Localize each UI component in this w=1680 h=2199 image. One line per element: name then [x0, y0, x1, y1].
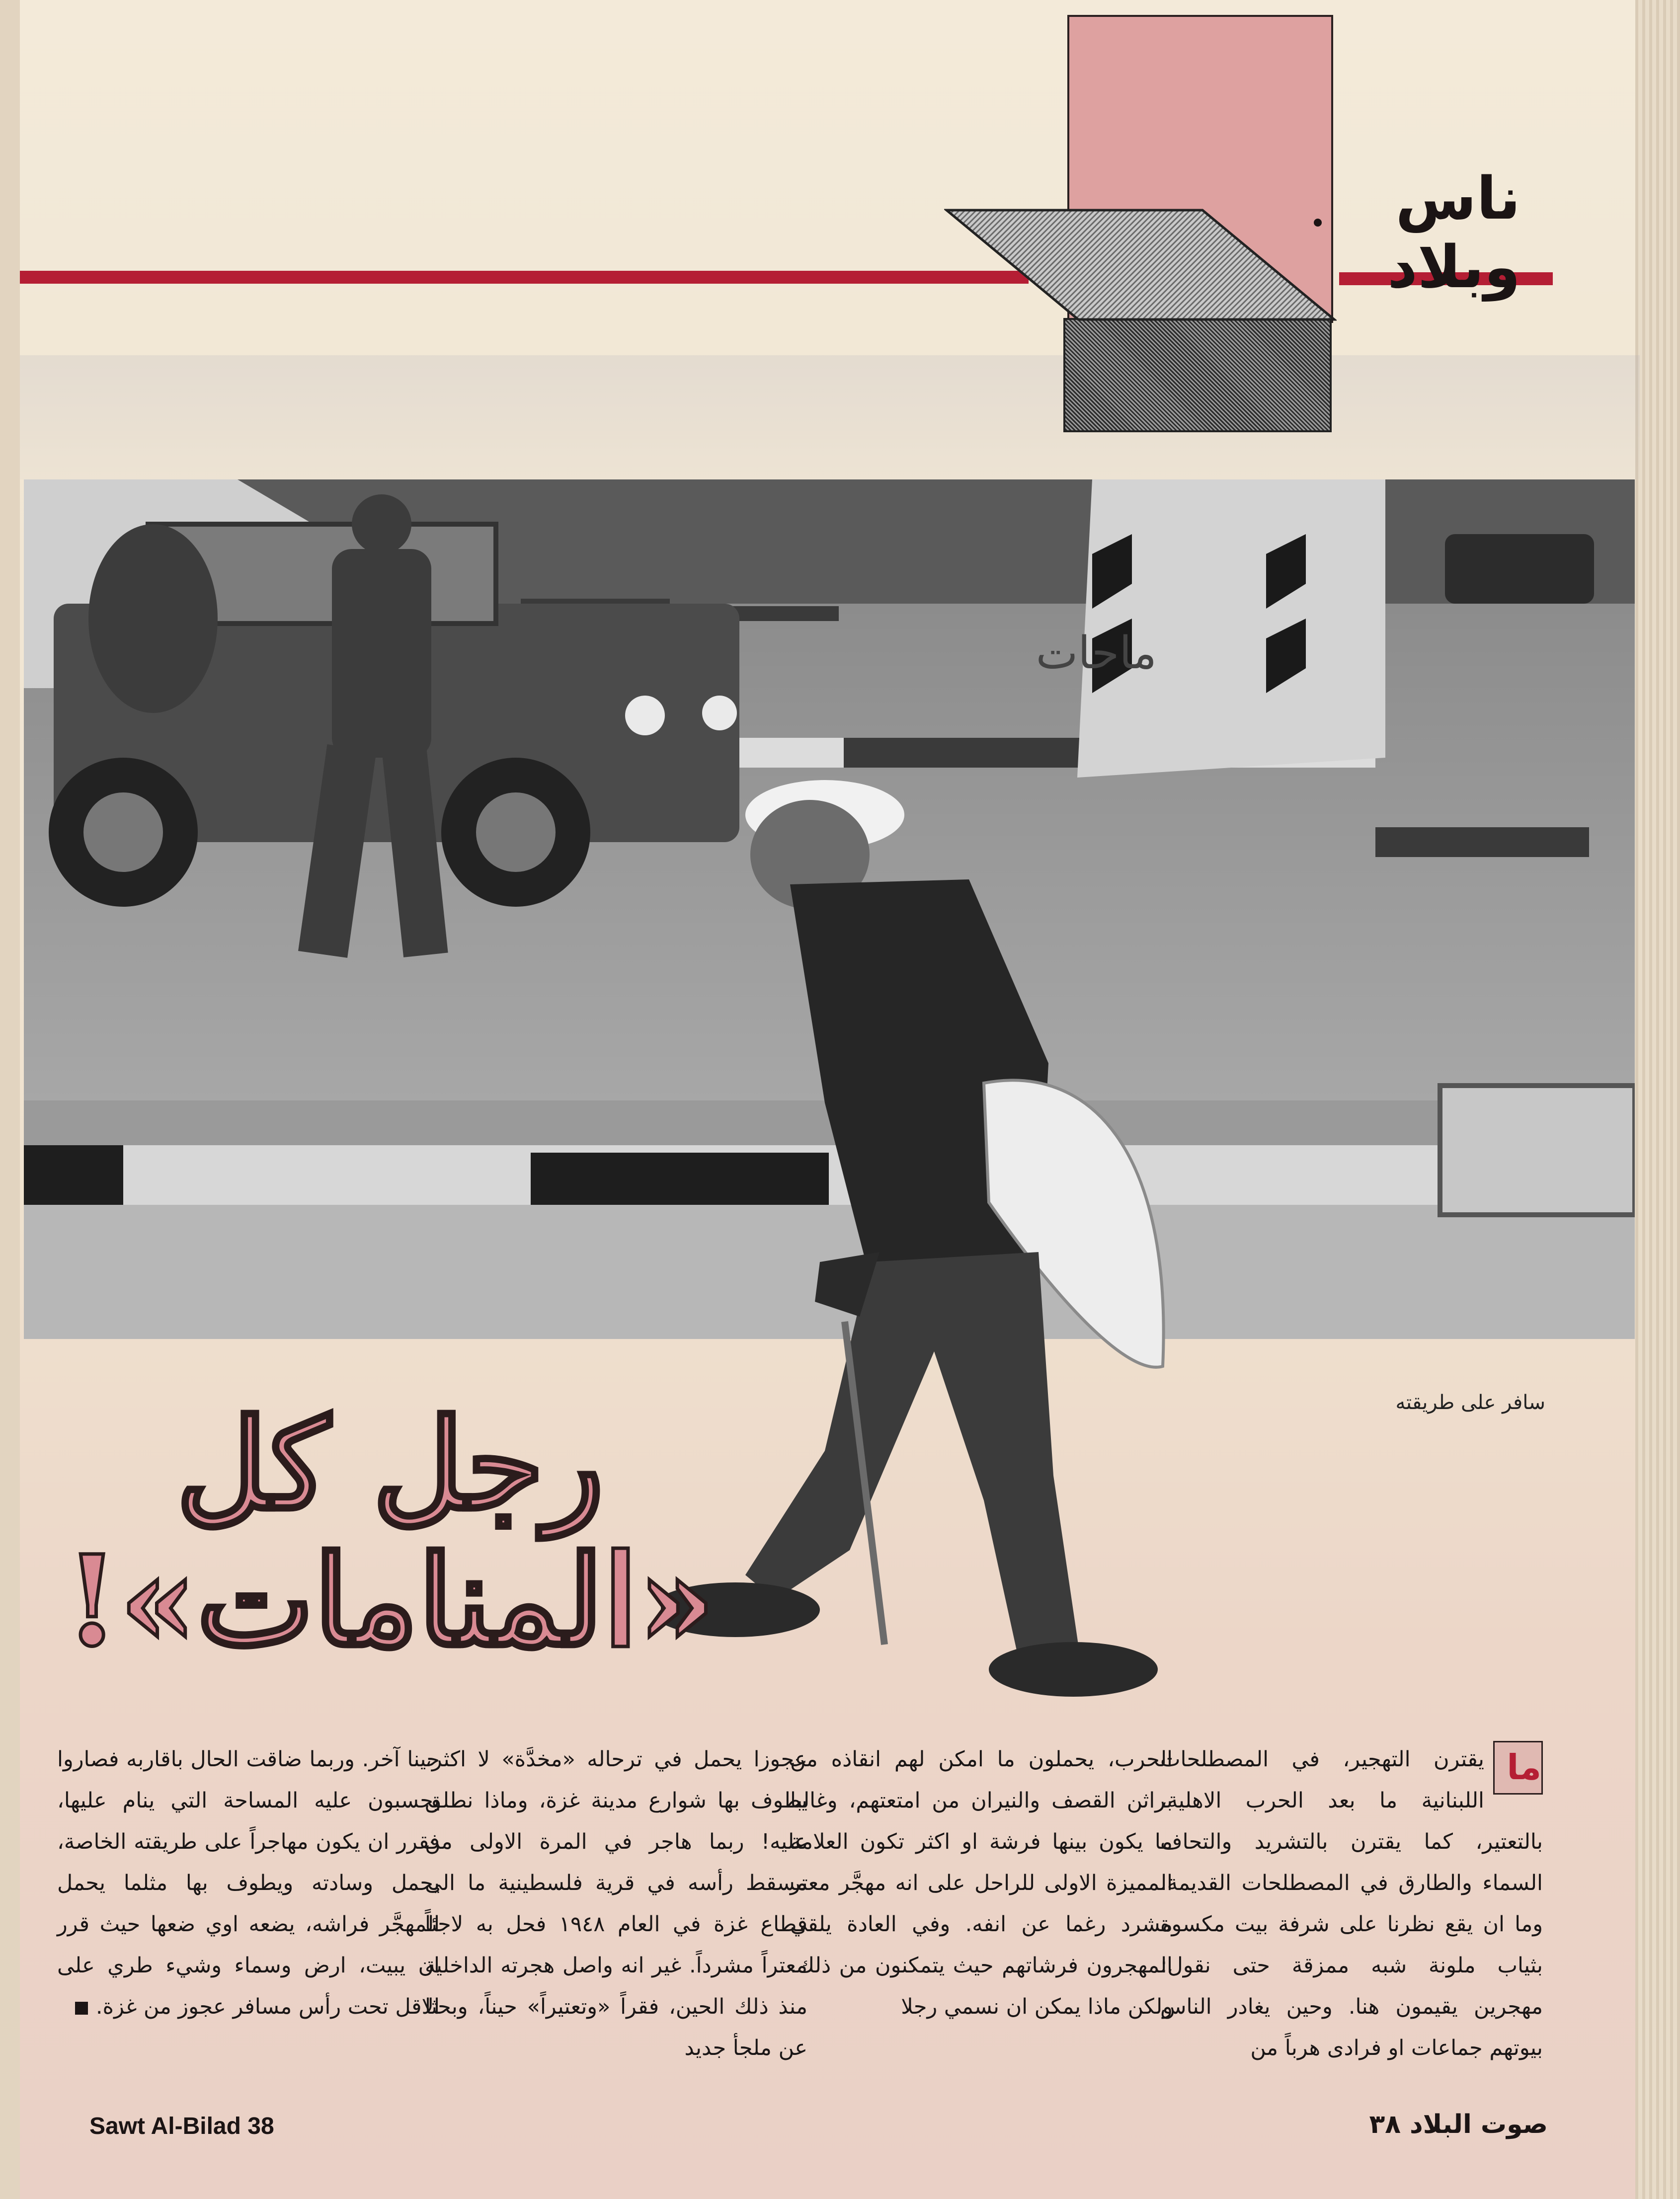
- photo-caption: سافر على طريقته: [1395, 1391, 1545, 1414]
- column-3-text: عجوزا يحمل في ترحاله «مخدَّة» لا اكثر، يطوف بها شوارع مدينة غزة، وماذا نطلق عليه! ربما هاجر في المرة الاولى من مسقط رأسه في قرية فلسطينية ما الى قطاع غزة في العام ١٩٤٨ فحل به لاجئاً معتراً مشرداً. غير انه واصل هجرته الداخلية منذ ذلك الحين، فقراً «وتعتيراً» حيناً، وبحثا عن ملجأ جديد: [425, 1747, 807, 2060]
- page-stack-edge: [1635, 0, 1680, 2199]
- title-dot: [1314, 219, 1322, 227]
- footer-page-label-arabic: صوت البلاد ٣٨: [1369, 2110, 1548, 2139]
- end-of-article-mark: [75, 2002, 88, 2015]
- footer-page-label-latin: Sawt Al-Bilad 38: [89, 2113, 274, 2139]
- article-column-1: [1160, 1739, 1543, 2069]
- section-title: ناس وبلاد: [1387, 164, 1520, 301]
- article-column-2: [790, 1739, 1173, 2028]
- wall-graffiti: ماحات: [1036, 627, 1157, 679]
- header-hatched-parallelogram: [944, 208, 1337, 322]
- dropcap-letter: ما: [1507, 1747, 1541, 1788]
- column-2-text: الحرب، يحملون ما امكن لهم انقاذه من براثن القصف والنيران من امتعتهم، وغالبا ما يكون بينها فرشة او اكثر تكون العلامة المميزة الاولى للراحل على انه مهجَّر معتر مشرد رغما عن انفه. وفي العادة يلقي المهجرون فرشاتهم حيث يتمكنون من ذلك. ولكن ماذا يمكن ان نسمي رجلا: [790, 1747, 1173, 2019]
- walking-man-figure: [661, 755, 1217, 1709]
- dropcap-ornament: [1493, 1741, 1543, 1795]
- header-faint-band: [20, 355, 1640, 479]
- article-column-4: [57, 1739, 440, 2028]
- column-1-text: يقترن التهجير، في المصطلحات اللبنانية ما بعد الحرب الاهلية، بالتعتير، كما يقترن بالتشريد والتحاف السماء والطارق في المصطلحات القديمة. وما ان يقع نظرنا على شرفة بيت مكسوة بثياب ملونة شبه ممزقة حتى نقول: مهجرين يقيمون هنا. وحين يغادر الناس بيوتهم جماعات او فرادى هرباً من: [1160, 1747, 1543, 2060]
- header-hatched-block: [1063, 318, 1332, 432]
- article-headline: رجل كل «المنامات»!: [65, 1391, 716, 1674]
- header-red-rule-left: [20, 271, 1029, 284]
- column-4-text: حينا آخر. وربما ضاقت الحال باقاربه فصاروا يحسبون عليه المساحة التي ينام عليها، فقرر ان يكون مهاجراً على طريقته الخاصة، يحمل وسادته ويطوف بها مثلما يحمل المهجَّر فراشه، يضعه اوي ضعها حيث قرر ان يبيت، ارض وسماء وشيء طري على الاقل تحت رأس مسافر عجوز من غزة.: [57, 1747, 440, 2019]
- article-column-3: [425, 1739, 807, 2069]
- binding-edge: [0, 0, 20, 2199]
